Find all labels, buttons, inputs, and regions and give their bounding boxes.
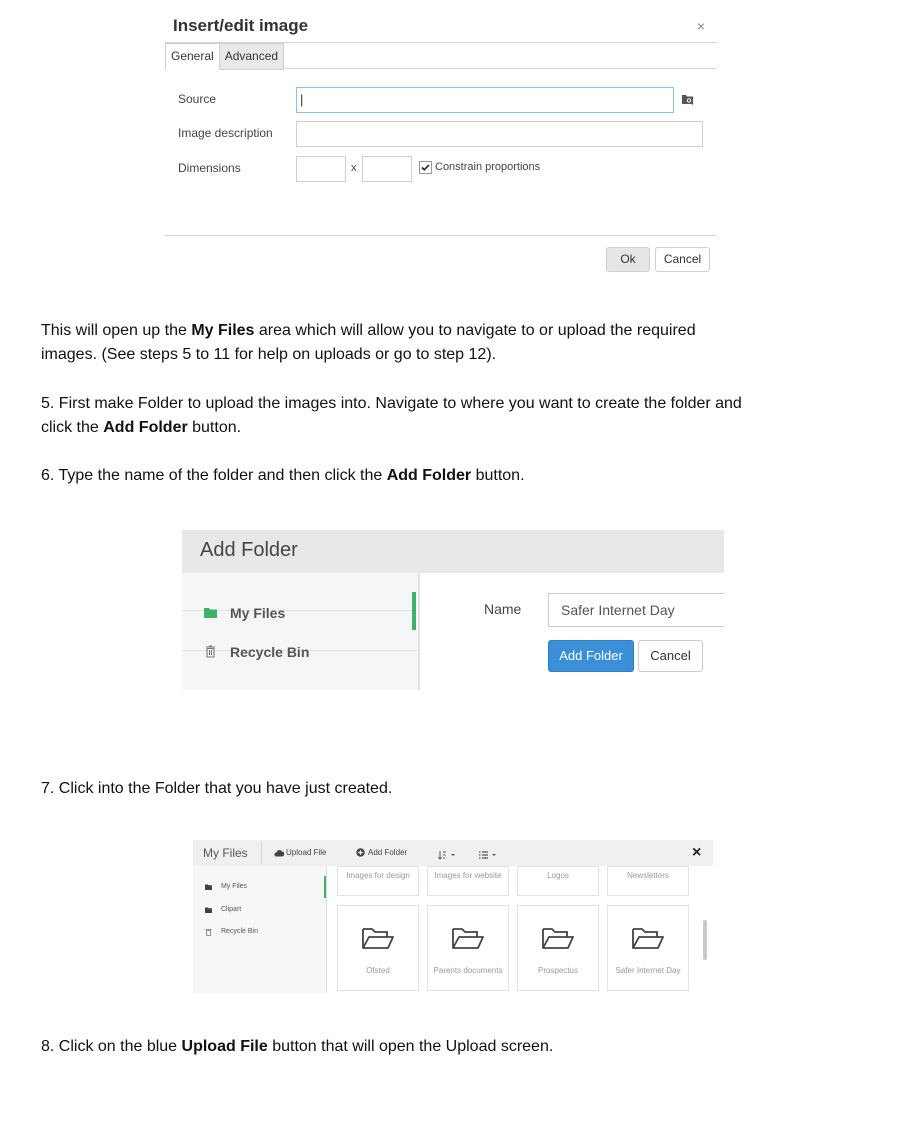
- upload-file-button[interactable]: [274, 848, 344, 860]
- cancel-button[interactable]: Cancel: [638, 640, 703, 672]
- text: This will open up the: [41, 322, 192, 339]
- bold-text: Upload File: [181, 1038, 268, 1055]
- folder-label: Logos: [547, 871, 569, 880]
- paragraph-intro: [41, 319, 861, 367]
- folder-tile[interactable]: [517, 866, 599, 896]
- sort-icon: [438, 850, 458, 860]
- cloud-upload-icon: [274, 849, 284, 857]
- folder-icon: [204, 607, 217, 618]
- constrain-label: Constrain proportions: [435, 161, 541, 173]
- text: button that will open the Upload screen.: [267, 1038, 554, 1055]
- description-input[interactable]: [296, 121, 703, 147]
- folder-tile[interactable]: [607, 866, 689, 896]
- source-label: Source: [178, 92, 217, 106]
- add-folder-button[interactable]: Add Folder: [548, 640, 634, 672]
- scrollbar[interactable]: [703, 920, 707, 960]
- insert-image-dialog: [165, 8, 717, 280]
- folder-icon: [205, 907, 212, 913]
- folder-tile[interactable]: [337, 905, 419, 991]
- folder-open-icon: [361, 925, 395, 951]
- text: area which will allow you to navigate to or upload the required: [254, 322, 696, 339]
- text: button.: [187, 419, 242, 436]
- active-indicator: [412, 592, 416, 630]
- add-folder-label: Add Folder: [368, 848, 408, 857]
- divider: [285, 68, 717, 69]
- sidebar-item-label: Clipart: [221, 906, 242, 913]
- folder-label: Newsletters: [627, 871, 669, 880]
- folder-label: Safer Internet Day: [615, 966, 681, 975]
- panel-title: Add Folder: [200, 539, 298, 561]
- sidebar-item-my-files[interactable]: [205, 883, 315, 893]
- description-label: Image description: [178, 126, 273, 140]
- folder-open-icon: [631, 925, 665, 951]
- add-folder-panel: [182, 530, 724, 690]
- close-icon[interactable]: ×: [692, 844, 702, 861]
- tab-advanced[interactable]: Advanced: [220, 43, 284, 70]
- trash-icon: [205, 928, 212, 936]
- bold-text: Add Folder: [103, 419, 188, 436]
- divider: [326, 866, 327, 993]
- divider: [418, 573, 420, 690]
- folder-label: Prospectus: [537, 966, 579, 975]
- sort-dropdown[interactable]: [438, 847, 458, 859]
- dimensions-label: Dimensions: [178, 161, 241, 175]
- add-folder-toolbar-button[interactable]: [356, 848, 416, 860]
- upload-label: Upload File: [286, 848, 327, 857]
- file-browser: [193, 840, 713, 993]
- folder-label: Parents documents: [433, 966, 503, 975]
- height-input[interactable]: [362, 156, 412, 182]
- paragraph-step-5: [41, 392, 861, 440]
- dimension-separator: x: [351, 162, 357, 174]
- text-cursor: |: [300, 92, 304, 107]
- folder-open-icon: [541, 925, 575, 951]
- folder-label: Images for design: [346, 871, 410, 880]
- bold-text: Add Folder: [386, 467, 472, 484]
- folder-open-icon: [451, 925, 485, 951]
- folder-icon: [205, 884, 212, 890]
- tab-general[interactable]: General: [165, 43, 220, 70]
- sidebar-item-clipart[interactable]: [205, 906, 315, 916]
- folder-name-value: Safer Internet Day: [561, 602, 675, 618]
- paragraph-step-7: 7. Click into the Folder that you have just created.: [41, 780, 393, 797]
- dialog-tabs: [165, 43, 284, 77]
- view-dropdown[interactable]: [478, 847, 500, 859]
- folder-name-input[interactable]: [548, 593, 724, 627]
- folder-label: Images for website: [434, 871, 502, 880]
- folder-sidebar: [182, 573, 418, 690]
- folder-tile[interactable]: [427, 905, 509, 991]
- close-icon[interactable]: ×: [696, 18, 705, 34]
- browse-folder-icon[interactable]: [681, 92, 695, 106]
- list-icon: [478, 850, 500, 860]
- text: click the: [41, 419, 104, 436]
- folder-tile[interactable]: [517, 905, 599, 991]
- cancel-button[interactable]: Cancel: [655, 247, 710, 272]
- name-label: Name: [484, 601, 522, 617]
- sidebar-item-recycle-bin[interactable]: [205, 928, 315, 938]
- text: 8. Click on the blue: [41, 1038, 182, 1055]
- divider: [165, 235, 717, 236]
- browser-title: My Files: [203, 846, 248, 860]
- text: 5. First make Folder to upload the images into. Navigate to where you want to create the folder and: [41, 395, 742, 412]
- paragraph-step-6: [41, 464, 861, 488]
- folder-label: Ofsted: [366, 966, 390, 975]
- paragraph-step-8: [41, 1035, 861, 1059]
- divider: [182, 610, 418, 611]
- folder-tile[interactable]: [427, 866, 509, 896]
- ok-button[interactable]: Ok: [606, 247, 650, 272]
- dialog-title: Insert/edit image: [173, 16, 309, 35]
- text: button.: [471, 467, 525, 484]
- sidebar-item-label: My Files: [230, 605, 286, 621]
- text: images. (See steps 5 to 11 for help on uploads or go to step 12).: [41, 346, 497, 363]
- sidebar-item-label: Recycle Bin: [221, 928, 258, 935]
- sidebar-item-label: My Files: [221, 883, 248, 890]
- folder-tile[interactable]: [607, 905, 689, 991]
- divider: [261, 842, 262, 864]
- plus-circle-icon: [356, 848, 365, 857]
- sidebar-item-label: Recycle Bin: [230, 644, 310, 660]
- bold-text: My Files: [191, 322, 255, 339]
- text: 6. Type the name of the folder and then click the: [41, 467, 387, 484]
- source-input[interactable]: [296, 87, 674, 113]
- width-input[interactable]: [296, 156, 346, 182]
- trash-icon: [205, 645, 216, 658]
- constrain-checkbox[interactable]: [419, 161, 432, 174]
- folder-tile[interactable]: [337, 866, 419, 896]
